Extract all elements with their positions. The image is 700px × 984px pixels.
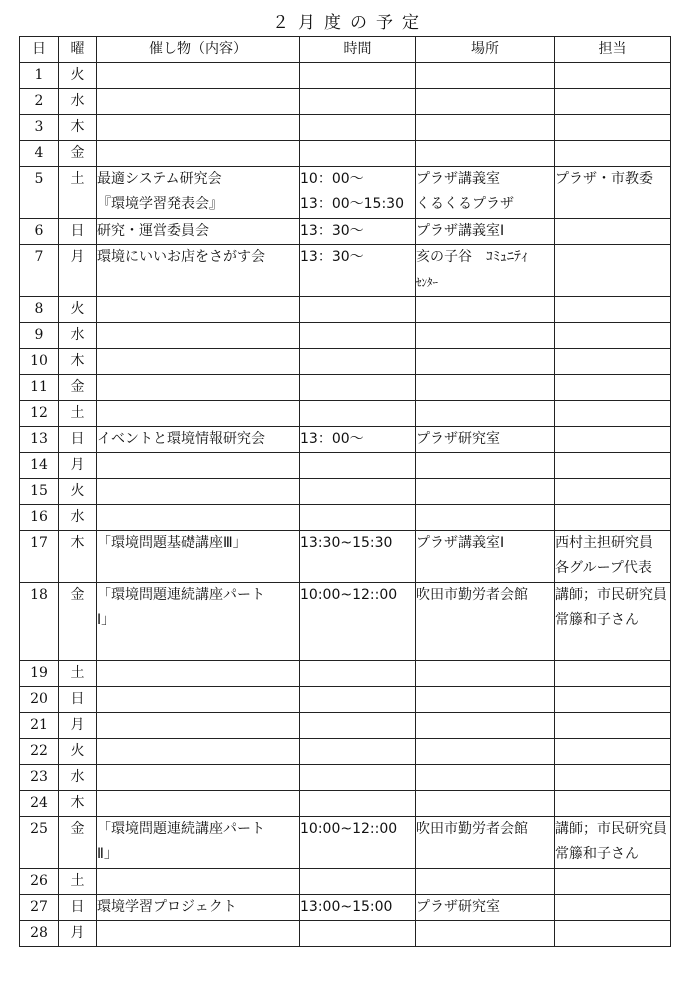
schedule-row [20, 141, 671, 167]
weekday-cell: 月 [59, 921, 97, 947]
header-row [20, 37, 671, 63]
place-cell [416, 297, 555, 323]
time-line: 13：00～15:30 [300, 196, 404, 212]
event-line: 「環境問題連続講座パート [97, 587, 265, 603]
person-cell [555, 63, 671, 89]
day-cell: 7 [20, 245, 59, 297]
event-line: 環境学習プロジェクト [97, 899, 237, 915]
time-line: 10:00~12::00 [300, 587, 398, 603]
day-cell: 14 [20, 453, 59, 479]
person-cell [555, 531, 671, 583]
place-cell [416, 817, 555, 869]
person-cell [555, 739, 671, 765]
schedule-row [20, 349, 671, 375]
header-event: 催し物（内容） [97, 37, 300, 63]
weekday-cell: 火 [59, 739, 97, 765]
weekday-cell: 土 [59, 869, 97, 895]
time-line: 13：30～ [300, 223, 364, 239]
time-cell [300, 167, 416, 219]
schedule-row [20, 323, 671, 349]
person-line: 西村主担研究員 [555, 535, 653, 551]
place-line: プラザ研究室 [416, 899, 500, 915]
person-cell [555, 479, 671, 505]
weekday-cell: 月 [59, 453, 97, 479]
day-cell: 23 [20, 765, 59, 791]
place-cell [416, 921, 555, 947]
time-cell [300, 245, 416, 297]
day-cell: 24 [20, 791, 59, 817]
place-cell [416, 869, 555, 895]
weekday-cell: 木 [59, 531, 97, 583]
event-line: 環境にいいお店をさがす会 [97, 249, 265, 265]
place-cell [416, 245, 555, 297]
weekday-cell: 木 [59, 115, 97, 141]
person-line: 講師；市民研究員 [555, 587, 667, 603]
event-cell [97, 219, 300, 245]
time-line: 13:30~15:30 [300, 535, 393, 551]
day-cell: 17 [20, 531, 59, 583]
weekday-cell: 火 [59, 63, 97, 89]
weekday-cell: 月 [59, 245, 97, 297]
schedule-row [20, 817, 671, 869]
day-cell: 21 [20, 713, 59, 739]
weekday-cell: 金 [59, 141, 97, 167]
person-cell [555, 89, 671, 115]
person-cell [555, 921, 671, 947]
day-cell: 11 [20, 375, 59, 401]
place-line: 吹田市勤労者会館 [416, 821, 528, 837]
time-cell [300, 713, 416, 739]
day-cell: 25 [20, 817, 59, 869]
page-title: ２月度の予定 [272, 13, 428, 33]
person-cell [555, 661, 671, 687]
place-line: プラザ研究室 [416, 431, 500, 447]
schedule-row [20, 427, 671, 453]
weekday-cell: 日 [59, 895, 97, 921]
time-cell [300, 219, 416, 245]
time-cell [300, 895, 416, 921]
day-cell: 1 [20, 63, 59, 89]
header-person: 担当 [555, 37, 671, 63]
person-cell [555, 141, 671, 167]
event-cell [97, 895, 300, 921]
event-line: 研究・運営委員会 [97, 223, 209, 239]
time-cell [300, 817, 416, 869]
person-cell [555, 505, 671, 531]
schedule-row [20, 401, 671, 427]
time-cell [300, 323, 416, 349]
time-cell [300, 583, 416, 661]
day-cell: 5 [20, 167, 59, 219]
person-cell [555, 219, 671, 245]
day-cell: 9 [20, 323, 59, 349]
person-line: 常籐和子さん [555, 846, 639, 862]
place-cell [416, 505, 555, 531]
schedule-row [20, 63, 671, 89]
day-cell: 16 [20, 505, 59, 531]
person-cell [555, 323, 671, 349]
schedule-row [20, 219, 671, 245]
time-cell [300, 869, 416, 895]
event-line: 「環境問題基礎講座Ⅲ」 [97, 535, 247, 551]
event-cell [97, 739, 300, 765]
weekday-cell: 火 [59, 479, 97, 505]
header-place: 場所 [416, 37, 555, 63]
day-cell: 27 [20, 895, 59, 921]
weekday-cell: 日 [59, 427, 97, 453]
day-cell: 2 [20, 89, 59, 115]
time-cell [300, 349, 416, 375]
place-line: 亥の子谷 ｺﾐｭﾆﾃｨ [416, 249, 528, 265]
person-line: 各グループ代表 [555, 560, 652, 576]
day-cell: 28 [20, 921, 59, 947]
day-cell: 6 [20, 219, 59, 245]
time-cell [300, 453, 416, 479]
weekday-cell: 月 [59, 713, 97, 739]
time-cell [300, 141, 416, 167]
place-cell [416, 713, 555, 739]
person-cell [555, 713, 671, 739]
weekday-cell: 日 [59, 687, 97, 713]
weekday-cell: 水 [59, 89, 97, 115]
event-line: Ⅰ」 [97, 612, 116, 628]
schedule-row [20, 765, 671, 791]
time-cell [300, 791, 416, 817]
place-line: ｾﾝﾀｰ [416, 276, 438, 289]
schedule-table [19, 36, 671, 947]
time-cell [300, 401, 416, 427]
weekday-cell: 土 [59, 401, 97, 427]
place-cell [416, 583, 555, 661]
schedule-row [20, 375, 671, 401]
event-cell [97, 531, 300, 583]
time-cell [300, 63, 416, 89]
person-cell [555, 375, 671, 401]
weekday-cell: 木 [59, 791, 97, 817]
place-cell [416, 687, 555, 713]
person-line: 講師；市民研究員 [555, 821, 667, 837]
schedule-row [20, 661, 671, 687]
person-cell [555, 453, 671, 479]
event-cell [97, 349, 300, 375]
schedule-row [20, 89, 671, 115]
day-cell: 10 [20, 349, 59, 375]
person-line: 常籐和子さん [555, 612, 639, 628]
event-cell [97, 661, 300, 687]
place-line: プラザ講義室Ⅰ [416, 223, 505, 239]
event-cell [97, 687, 300, 713]
time-cell [300, 687, 416, 713]
event-cell [97, 245, 300, 297]
schedule-row [20, 921, 671, 947]
day-cell: 8 [20, 297, 59, 323]
event-cell [97, 791, 300, 817]
place-line: プラザ講義室Ⅰ [416, 535, 505, 551]
time-cell [300, 765, 416, 791]
event-cell [97, 141, 300, 167]
place-line: くるくるプラザ [416, 196, 514, 212]
day-cell: 12 [20, 401, 59, 427]
day-cell: 18 [20, 583, 59, 661]
time-cell [300, 89, 416, 115]
place-cell [416, 219, 555, 245]
header-weekday: 曜 [59, 37, 97, 63]
place-cell [416, 427, 555, 453]
weekday-cell: 火 [59, 297, 97, 323]
time-cell [300, 661, 416, 687]
person-cell [555, 791, 671, 817]
weekday-cell: 水 [59, 505, 97, 531]
time-cell [300, 921, 416, 947]
schedule-row [20, 739, 671, 765]
event-line: イベントと環境情報研究会 [97, 431, 265, 447]
event-cell [97, 817, 300, 869]
person-cell [555, 401, 671, 427]
weekday-cell: 金 [59, 817, 97, 869]
day-cell: 26 [20, 869, 59, 895]
place-cell [416, 375, 555, 401]
weekday-cell: 水 [59, 323, 97, 349]
time-line: 13：30～ [300, 249, 364, 265]
event-line: 「環境問題連続講座パート [97, 821, 265, 837]
event-cell [97, 453, 300, 479]
schedule-row [20, 115, 671, 141]
day-cell: 3 [20, 115, 59, 141]
person-cell [555, 115, 671, 141]
weekday-cell: 土 [59, 167, 97, 219]
weekday-cell: 金 [59, 375, 97, 401]
day-cell: 20 [20, 687, 59, 713]
person-cell [555, 817, 671, 869]
day-cell: 19 [20, 661, 59, 687]
event-cell [97, 401, 300, 427]
place-cell [416, 479, 555, 505]
event-line: Ⅱ」 [97, 846, 118, 862]
schedule-row [20, 453, 671, 479]
person-cell [555, 297, 671, 323]
place-line: プラザ講義室 [416, 171, 500, 187]
event-cell [97, 63, 300, 89]
person-cell [555, 245, 671, 297]
place-cell [416, 661, 555, 687]
event-cell [97, 479, 300, 505]
place-cell [416, 531, 555, 583]
place-cell [416, 791, 555, 817]
person-cell [555, 427, 671, 453]
place-cell [416, 63, 555, 89]
person-cell [555, 583, 671, 661]
time-cell [300, 427, 416, 453]
time-cell [300, 505, 416, 531]
place-cell [416, 89, 555, 115]
event-line: 『環境学習発表会』 [97, 196, 223, 212]
place-cell [416, 323, 555, 349]
event-cell [97, 375, 300, 401]
day-cell: 15 [20, 479, 59, 505]
event-cell [97, 921, 300, 947]
time-cell [300, 375, 416, 401]
place-cell [416, 349, 555, 375]
schedule-row [20, 687, 671, 713]
time-line: 10：00～ [300, 171, 364, 187]
person-cell [555, 167, 671, 219]
place-cell [416, 453, 555, 479]
event-cell [97, 89, 300, 115]
time-line: 13：00～ [300, 431, 364, 447]
time-cell [300, 739, 416, 765]
time-cell [300, 531, 416, 583]
schedule-row [20, 791, 671, 817]
event-cell [97, 427, 300, 453]
person-cell [555, 687, 671, 713]
day-cell: 22 [20, 739, 59, 765]
time-cell [300, 115, 416, 141]
place-line: 吹田市勤労者会館 [416, 587, 528, 603]
weekday-cell: 木 [59, 349, 97, 375]
schedule-row [20, 167, 671, 219]
event-cell [97, 505, 300, 531]
header-day: 日 [20, 37, 59, 63]
place-cell [416, 167, 555, 219]
place-cell [416, 895, 555, 921]
event-cell [97, 115, 300, 141]
weekday-cell: 日 [59, 219, 97, 245]
time-line: 13:00~15:00 [300, 899, 393, 915]
place-cell [416, 739, 555, 765]
schedule-row [20, 505, 671, 531]
day-cell: 13 [20, 427, 59, 453]
place-cell [416, 115, 555, 141]
schedule-row [20, 479, 671, 505]
time-line: 10:00~12::00 [300, 821, 398, 837]
person-cell [555, 869, 671, 895]
event-cell [97, 167, 300, 219]
day-cell: 4 [20, 141, 59, 167]
person-line: プラザ・市教委 [555, 171, 653, 187]
event-cell [97, 869, 300, 895]
time-cell [300, 297, 416, 323]
event-cell [97, 297, 300, 323]
weekday-cell: 水 [59, 765, 97, 791]
time-cell [300, 479, 416, 505]
place-cell [416, 141, 555, 167]
weekday-cell: 土 [59, 661, 97, 687]
weekday-cell: 金 [59, 583, 97, 661]
event-cell [97, 323, 300, 349]
person-cell [555, 349, 671, 375]
schedule-row [20, 531, 671, 583]
schedule-row [20, 583, 671, 661]
place-cell [416, 401, 555, 427]
schedule-row [20, 297, 671, 323]
event-line: 最適システム研究会 [97, 171, 222, 187]
schedule-row [20, 245, 671, 297]
schedule-row [20, 895, 671, 921]
person-cell [555, 895, 671, 921]
event-cell [97, 583, 300, 661]
header-time: 時間 [300, 37, 416, 63]
person-cell [555, 765, 671, 791]
event-cell [97, 765, 300, 791]
schedule-row [20, 713, 671, 739]
place-cell [416, 765, 555, 791]
schedule-row [20, 869, 671, 895]
event-cell [97, 713, 300, 739]
